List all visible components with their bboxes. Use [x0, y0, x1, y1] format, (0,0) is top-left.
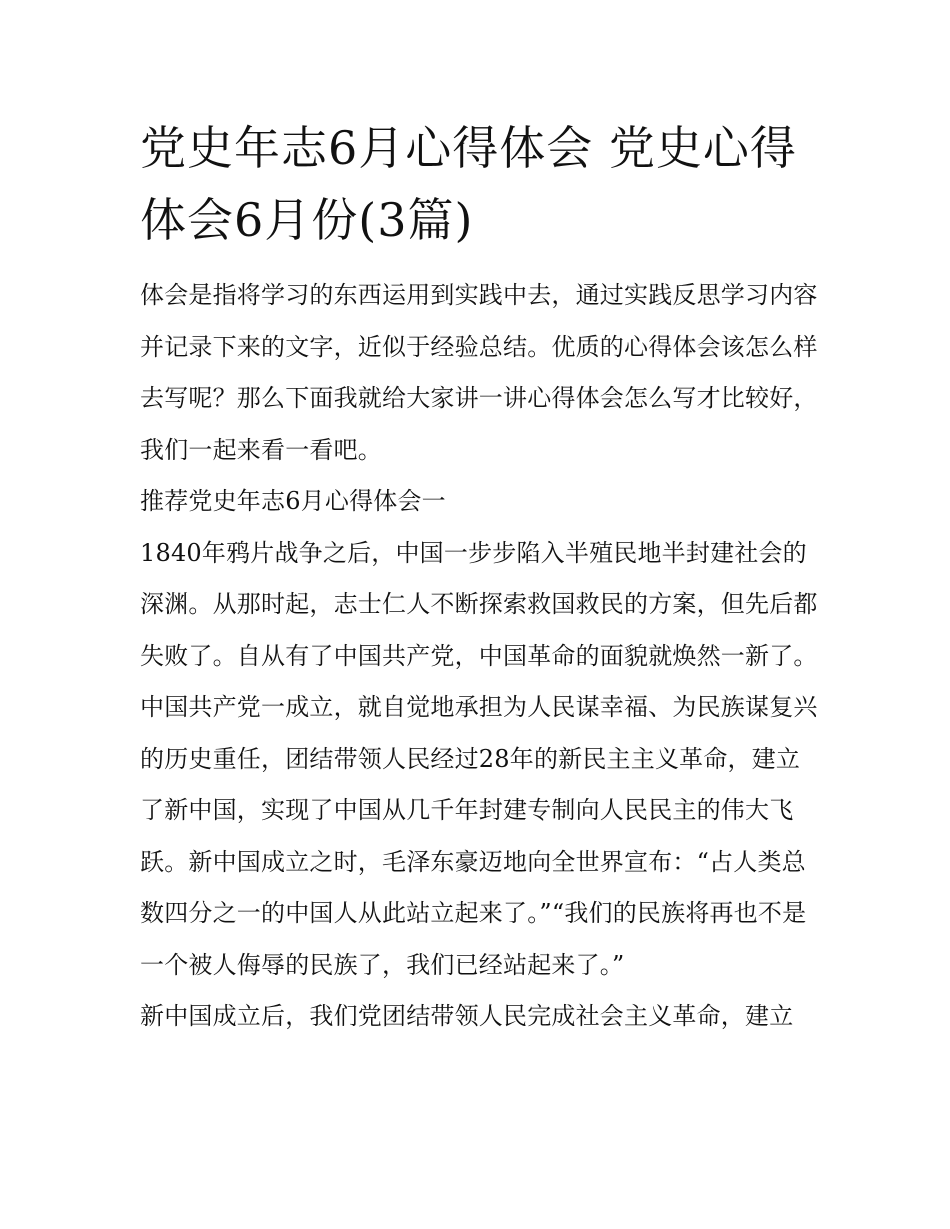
document-content [140, 112, 820, 1043]
section-heading: 推荐党史年志6月心得体会一 [140, 487, 446, 515]
body-paragraph: 1840年鸦片战争之后，中国一步步陷入半殖民地半封建社会的深渊。从那时起，志士仁人不断探索救国救民的方案，但先后都失败了。自从有了中国共产党，中国革命的面貌就焕然一新了。中国共产党一成立，就自觉地承担为人民谋幸福、为民族谋复兴的历史重任，团结带领人民经过28年的新民主主义革命，建立了新中国，实现了中国从几千年封建专制向人民民主的伟大飞跃。新中国成立之时，毛泽东豪迈地向全世界宣布：“占人类总数四分之一的中国人从此站立起来了。”“我们的民族将再也不是一个被人侮辱的民族了，我们已经站起来了。” [140, 538, 818, 979]
intro-paragraph: 体会是指将学习的东西运用到实践中去，通过实践反思学习内容并记录下来的文字，近似于经验总结。优质的心得体会该怎么样去写呢？那么下面我就给大家讲一讲心得体会怎么写才比较好，我们一起来看一看吧。 [140, 281, 818, 464]
document-title: 党史年志6月心得体会 党史心得体会6月份(3篇) [140, 121, 797, 247]
body-paragraph-continued: 新中国成立后，我们党团结带领人民完成社会主义革命，建立 [140, 1002, 794, 1030]
